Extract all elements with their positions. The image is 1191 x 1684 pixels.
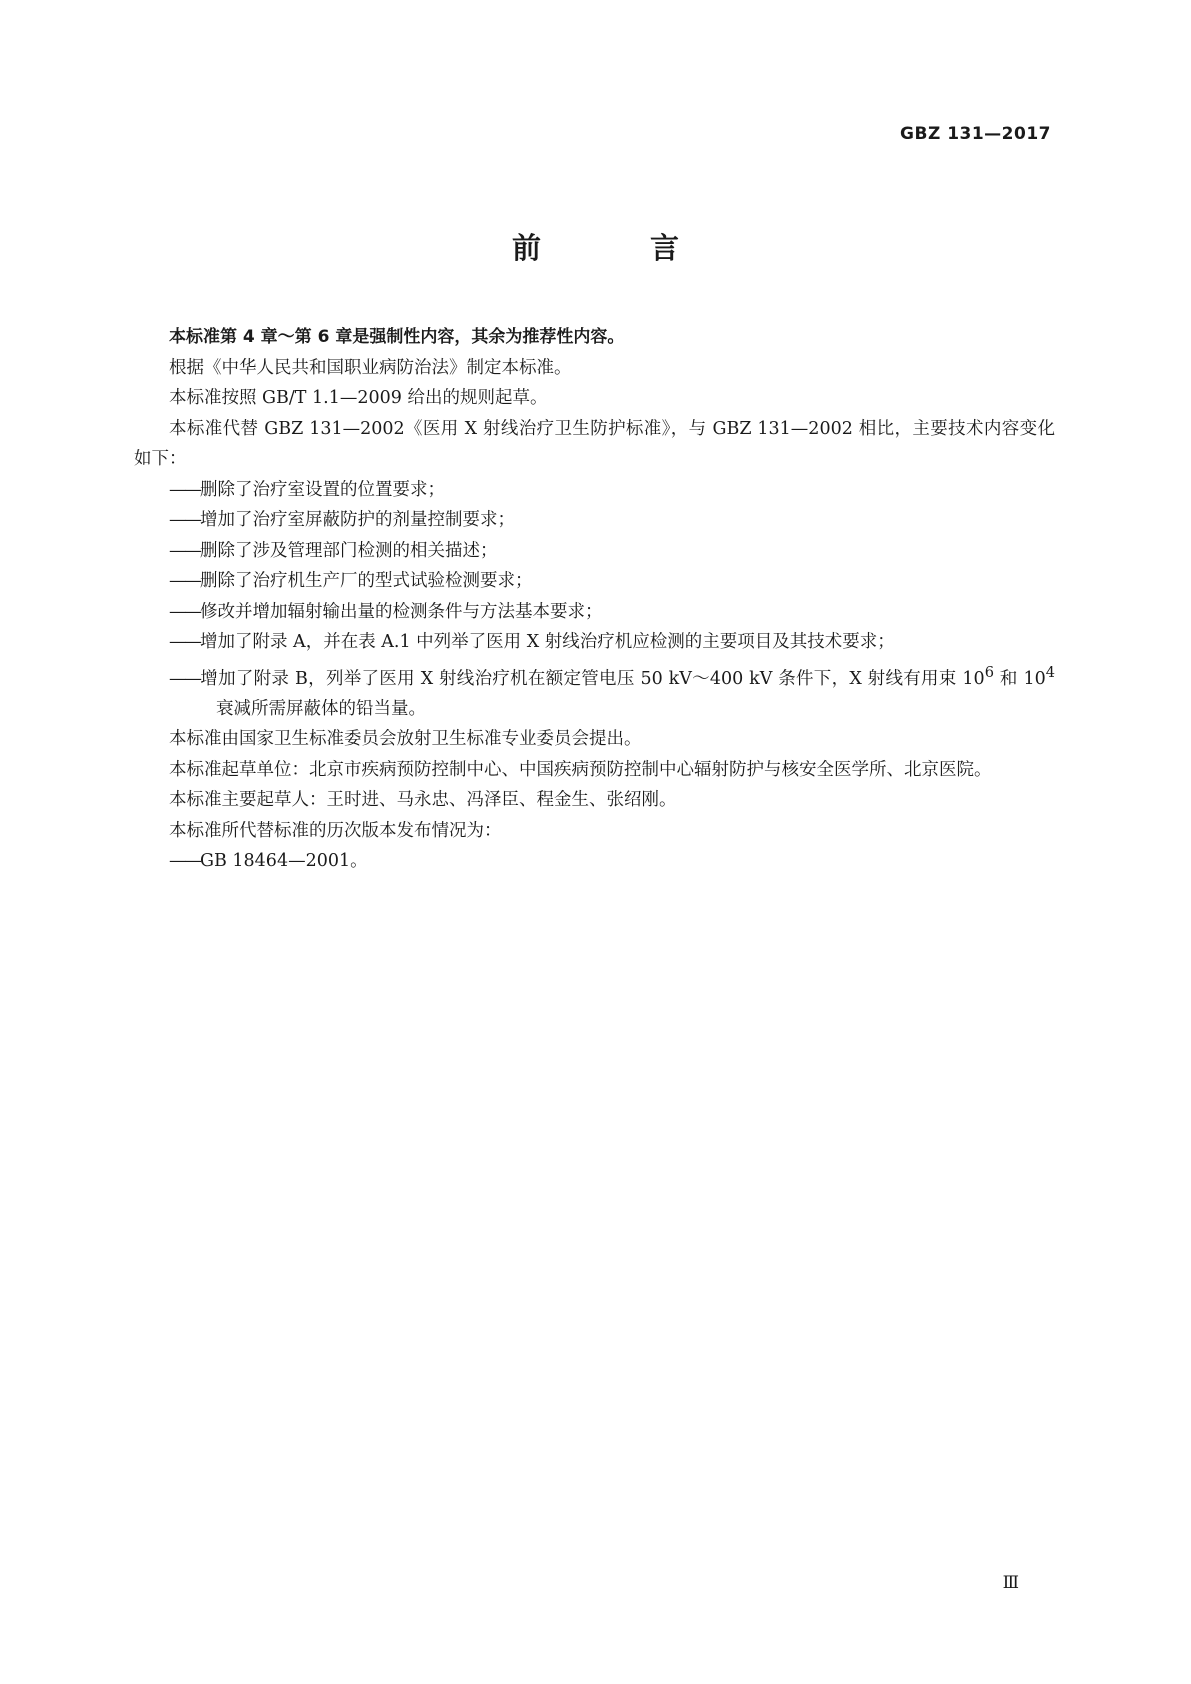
dash-mark: ——: [169, 851, 200, 872]
dash-mark: ——: [169, 668, 200, 689]
list-item-text: 增加了附录 A，并在表 A.1 中列举了医用 X 射线治疗机应检测的主要项目及其技术要求；: [200, 632, 895, 652]
list-item: [134, 505, 1055, 536]
dash-mark: ——: [169, 510, 200, 530]
page-number: Ⅲ: [1002, 1573, 1019, 1593]
list-item-text: 删除了治疗机生产厂的型式试验检测要求；: [200, 571, 533, 591]
superscript: 6: [984, 663, 994, 681]
superscript: 4: [1045, 663, 1055, 681]
list-item-text: 删除了涉及管理部门检测的相关描述；: [200, 540, 498, 561]
list-item-text: 增加了附录 B，列举了医用 X 射线治疗机在额定管电压 50 kV～400 kV 条件下，X 射线有用束 10: [200, 668, 985, 689]
proposer-paragraph: 本标准由国家卫生标准委员会放射卫生标准专业委员会提出。: [169, 729, 642, 750]
list-item-text: 和 10: [993, 668, 1046, 689]
list-item: [134, 475, 1055, 506]
dash-mark: ——: [169, 632, 200, 652]
list-item: [134, 627, 1055, 658]
dash-mark: ——: [169, 479, 200, 500]
list-item: [134, 566, 1055, 597]
page-title: 前 言: [511, 231, 719, 265]
foreword-body: [134, 322, 1055, 877]
list-item-text: GB 18464—2001。: [200, 851, 368, 872]
basis-paragraph: 根据《中华人民共和国职业病防治法》制定本标准。: [169, 357, 572, 378]
list-item-text: 增加了治疗室屏蔽防护的剂量控制要求；: [200, 510, 515, 530]
replacement-paragraph: 本标准代替 GBZ 131—2002《医用 X 射线治疗卫生防护标准》，与 GBZ 131—2002 相比，主要技术内容变化如下：: [134, 418, 1055, 469]
dash-mark: ——: [169, 571, 200, 591]
list-item-appendix-b: [134, 658, 1055, 725]
dash-mark: ——: [169, 601, 200, 622]
dash-mark: ——: [169, 540, 200, 561]
list-item-text: 衰减所需屏蔽体的铅当量。: [216, 698, 426, 719]
list-item: [134, 536, 1055, 567]
mandatory-statement: 本标准第 4 章～第 6 章是强制性内容，其余为推荐性内容。: [169, 327, 625, 347]
history-paragraph: 本标准所代替标准的历次版本发布情况为：: [169, 820, 502, 841]
list-item: [134, 846, 1055, 877]
drafters-paragraph: 本标准主要起草人：王时进、马永忠、冯泽臣、程金生、张绍刚。: [169, 790, 677, 811]
list-item-text: 修改并增加辐射输出量的检测条件与方法基本要求；: [200, 601, 603, 622]
drafting-rules-paragraph: 本标准按照 GB/T 1.1—2009 给出的规则起草。: [169, 388, 548, 408]
drafting-units-paragraph: 本标准起草单位：北京市疾病预防控制中心、中国疾病预防控制中心辐射防护与核安全医学所、北京医院。: [169, 759, 992, 780]
list-item: [134, 597, 1055, 628]
standard-code: GBZ 131—2017: [900, 124, 1051, 144]
list-item-text: 删除了治疗室设置的位置要求；: [200, 479, 445, 500]
